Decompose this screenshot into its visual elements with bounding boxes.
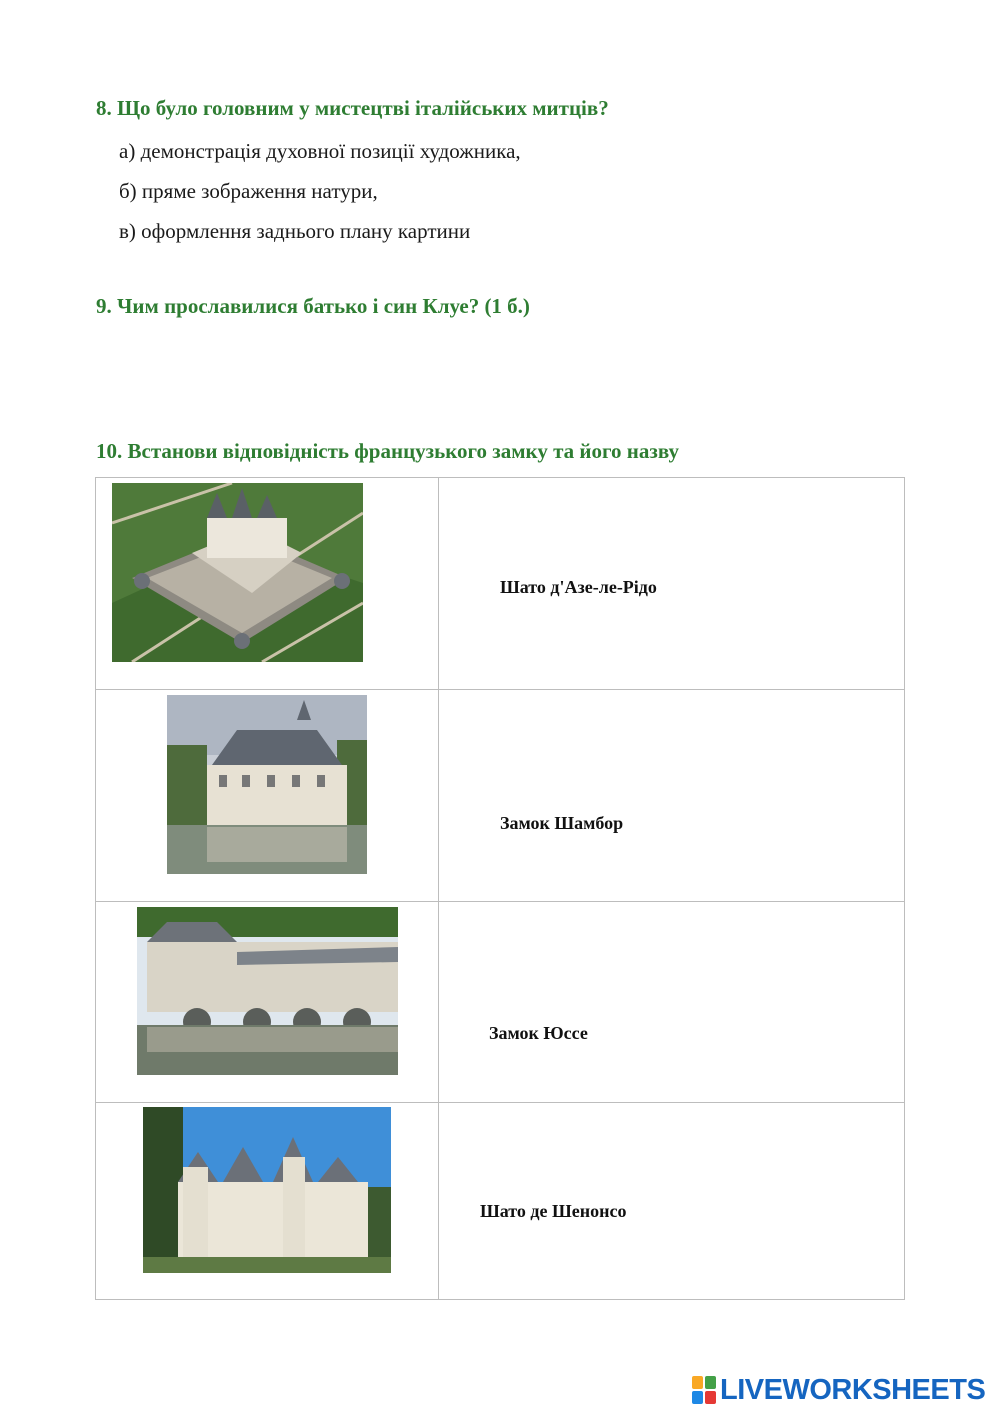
image-cell: [96, 690, 439, 902]
question-10-title: 10. Встанови відповідність французького замку та його назву: [96, 439, 679, 463]
name-cell: [439, 478, 905, 690]
castle-name-4: Шато де Шенонсо: [480, 1201, 627, 1221]
question-8-option-b: б) пряме зображення натури,: [119, 179, 378, 203]
chambord-photo: [112, 483, 363, 662]
table-row: [96, 902, 905, 1103]
question-8-option-a: а) демонстрація духовної позиції художника,: [119, 139, 521, 163]
matching-table: [95, 477, 905, 1300]
chenonceau-photo: [137, 907, 398, 1075]
name-cell: [439, 902, 905, 1103]
table-row: [96, 690, 905, 902]
table-row: [96, 478, 905, 690]
question-8-option-c: в) оформлення заднього плану картини: [119, 219, 471, 243]
castle-name-1: Шато д'Азе-ле-Рідо: [500, 577, 657, 597]
liveworksheets-logo: [692, 1374, 985, 1406]
image-cell: [96, 1103, 439, 1300]
image-cell: [96, 902, 439, 1103]
table-row: [96, 1103, 905, 1300]
question-9-title: 9. Чим прославилися батько і син Клуе? (1 б.): [96, 294, 530, 318]
name-cell: [439, 1103, 905, 1300]
usse-photo: [143, 1107, 391, 1273]
castle-name-2: Замок Шамбор: [500, 813, 624, 833]
name-cell: [439, 690, 905, 902]
question-8-title: 8. Що було головним у мистецтві італійських митців?: [96, 96, 609, 120]
liveworksheets-logo-text: LIVEWORKSHEETS: [720, 1373, 986, 1406]
liveworksheets-logo-icon: [692, 1376, 716, 1404]
azay-le-rideau-photo: [167, 695, 367, 874]
image-cell: [96, 478, 439, 690]
castle-name-3: Замок Юссе: [489, 1023, 588, 1043]
